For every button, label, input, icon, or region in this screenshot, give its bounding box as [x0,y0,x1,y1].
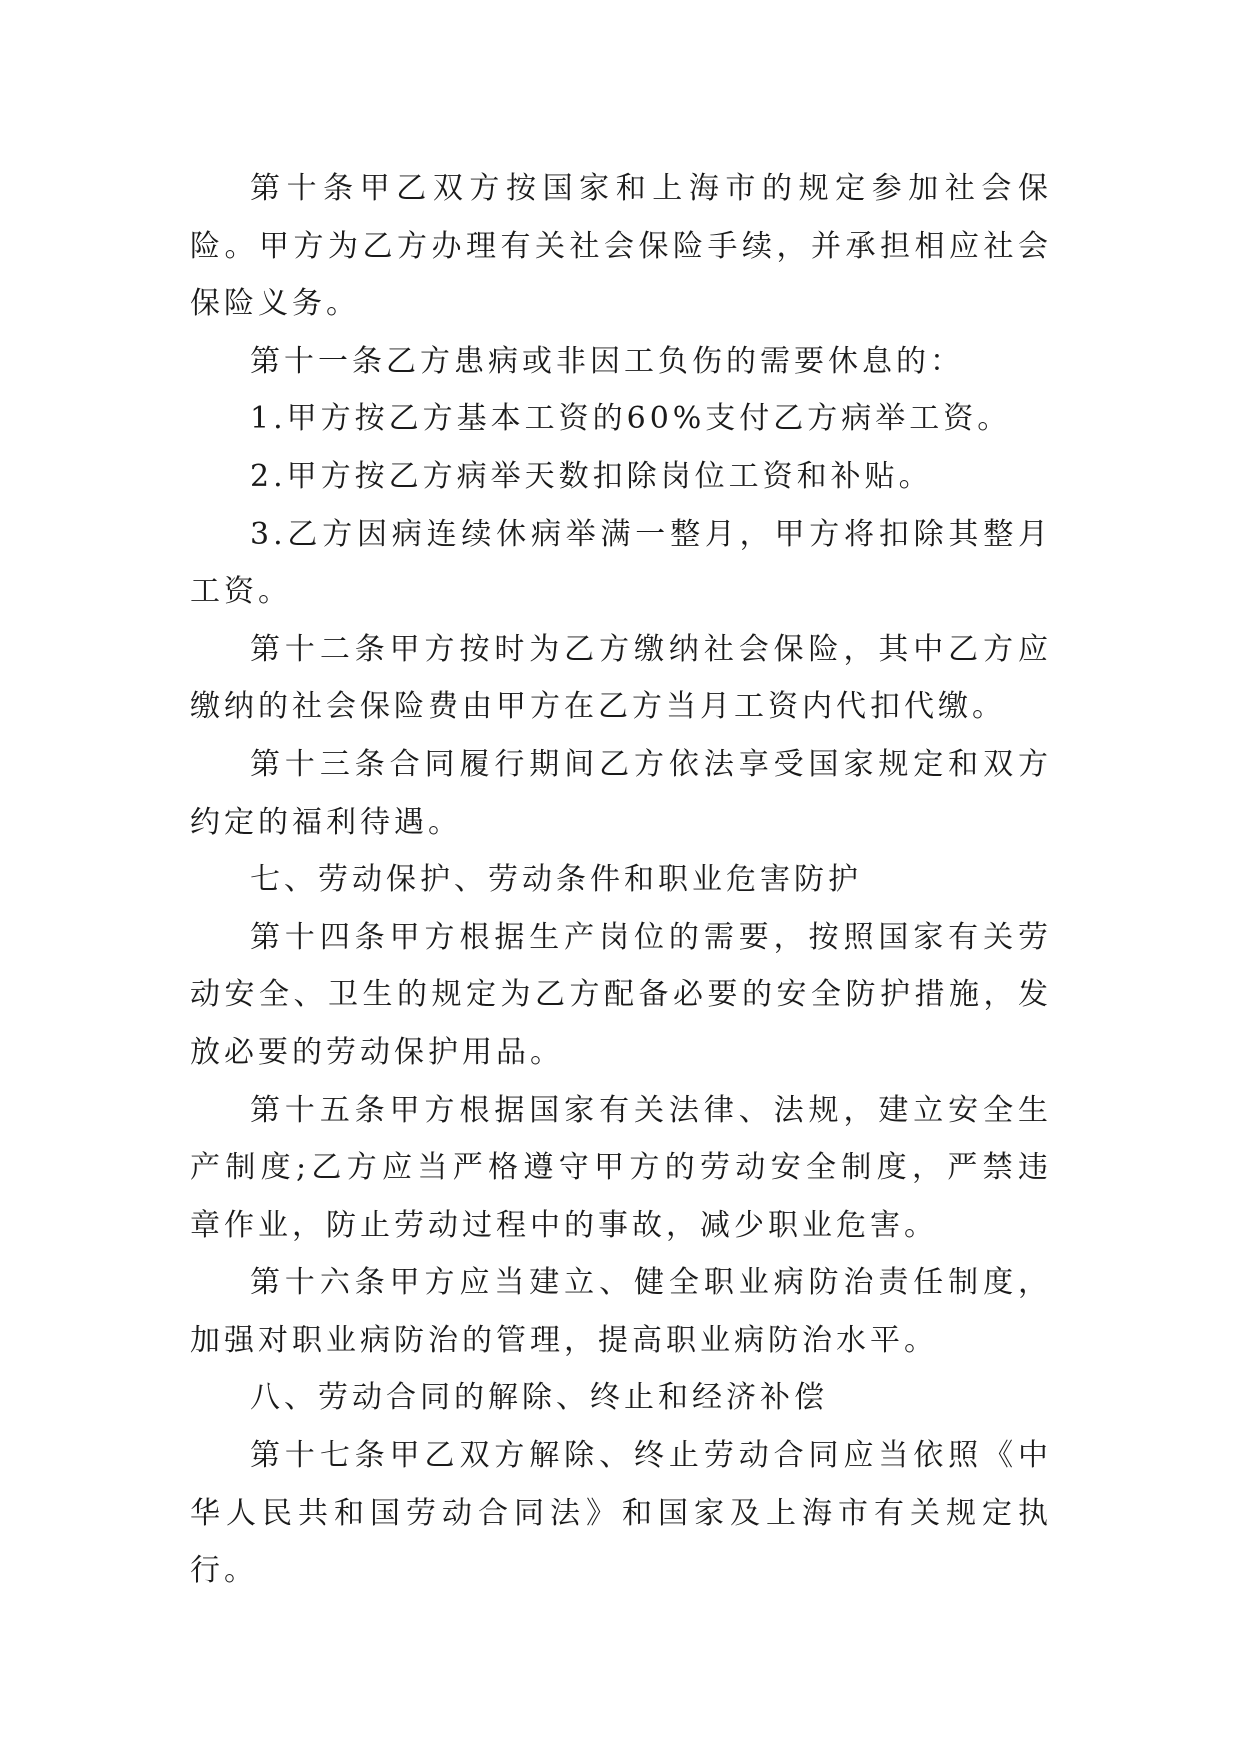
list-item-2: 2.甲方按乙方病举天数扣除岗位工资和补贴。 [250,458,933,494]
paragraph-article-11: 第十一条乙方患病或非因工负伤的需要休息的： [250,343,964,379]
paragraph-article-17: 第十七条甲乙双方解除、终止劳动合同应当依照《中华人民共和国劳动合同法》和国家及上海市有关规定执行。 [190,1438,1052,1589]
paragraph-article-12: 第十二条甲方按时为乙方缴纳社会保险，其中乙方应缴纳的社会保险费由甲方在乙方当月工资内代扣代缴。 [190,631,1052,725]
section-heading-7: 七、劳动保护、劳动条件和职业危害防护 [250,862,862,898]
list-item-3: 3.乙方因病连续休病举满一整月，甲方将扣除其整月工资。 [190,516,1052,610]
paragraph-article-10: 第十条甲乙双方按国家和上海市的规定参加社会保险。甲方为乙方办理有关社会保险手续，并承担相应社会保险义务。 [190,171,1052,322]
paragraph-article-15: 第十五条甲方根据国家有关法律、法规，建立安全生产制度;乙方应当严格遵守甲方的劳动安全制度，严禁违章作业，防止劳动过程中的事故，减少职业危害。 [190,1092,1052,1243]
section-heading-8: 八、劳动合同的解除、终止和经济补偿 [250,1380,828,1416]
paragraph-article-16: 第十六条甲方应当建立、健全职业病防治责任制度，加强对职业病防治的管理，提高职业病防治水平。 [190,1265,1052,1358]
document-body [190,160,1052,1600]
paragraph-article-13: 第十三条合同履行期间乙方依法享受国家规定和双方约定的福利待遇。 [190,746,1052,840]
paragraph-article-14: 第十四条甲方根据生产岗位的需要，按照国家有关劳动安全、卫生的规定为乙方配备必要的安全防护措施，发放必要的劳动保护用品。 [190,919,1052,1070]
list-item-1: 1.甲方按乙方基本工资的60%支付乙方病举工资。 [250,401,1012,437]
